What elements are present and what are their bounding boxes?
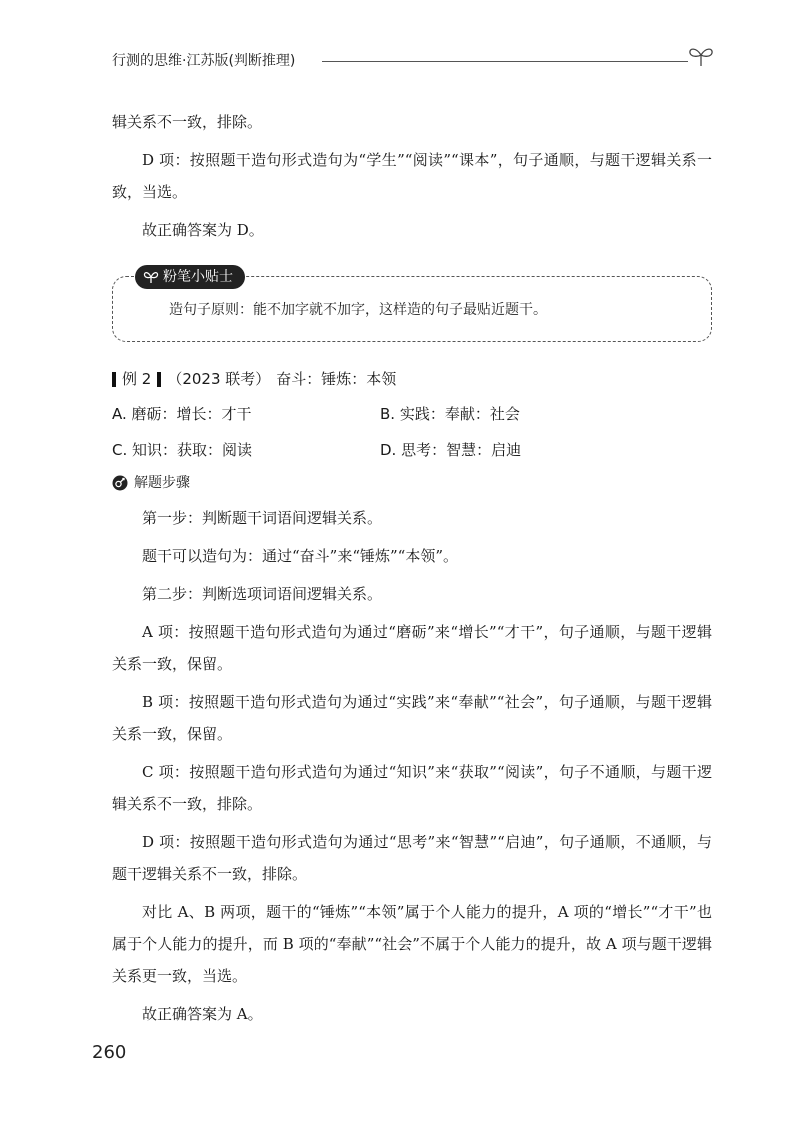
sprout-icon <box>686 44 716 68</box>
page-number: 260 <box>92 1042 127 1063</box>
header-rule <box>322 61 688 62</box>
example-heading <box>112 364 712 394</box>
paragraph: 故正确答案为 D。 <box>142 221 264 239</box>
option-a: A. 磨砺：增长：才干 <box>112 405 252 423</box>
paragraph: 题干可以造句为：通过“奋斗”来“锤炼”“本领”。 <box>142 547 459 565</box>
option-b: B. 实践：奉献：社会 <box>380 405 520 423</box>
option-c: C. 知识：获取：阅读 <box>112 441 253 459</box>
paragraph: D 项：按照题干造句形式造句为通过“思考”来“智慧”“启迪”，句子通顺，不通顺，与题干逻辑关系不一致，排除。 <box>112 833 712 883</box>
example-label: 例 2 <box>122 370 152 388</box>
paragraph: 故正确答案为 A。 <box>142 1005 263 1023</box>
paragraph: 第二步：判断选项词语间逻辑关系。 <box>142 585 383 603</box>
page-content <box>112 106 712 1036</box>
option-d: D. 思考：智慧：启迪 <box>380 441 522 459</box>
paragraph: 第一步：判断题干词语间逻辑关系。 <box>142 509 383 527</box>
paragraph: D 项：按照题干造句形式造句为“学生”“阅读”“课本”，句子通顺，与题干逻辑关系一致，当选。 <box>112 151 712 201</box>
example-stem: 奋斗：锤炼：本领 <box>276 370 397 388</box>
steps-icon <box>112 475 128 491</box>
paragraph: B 项：按照题干造句形式造句为通过“实践”来“奉献”“社会”，句子通顺，与题干逻辑关系一致，保留。 <box>112 693 712 743</box>
bracket-bar-icon <box>112 372 116 387</box>
paragraph: C 项：按照题干造句形式造句为通过“知识”来“获取”“阅读”，句子不通顺，与题干逻辑关系不一致，排除。 <box>112 763 712 813</box>
paragraph: A 项：按照题干造句形式造句为通过“磨砺”来“增长”“才干”，句子通顺，与题干逻辑关系一致，保留。 <box>112 623 712 673</box>
solution-heading-label: 解题步骤 <box>134 475 190 491</box>
option-list <box>112 398 712 466</box>
paragraph: 对比 A、B 两项，题干的“锤炼”“本领”属于个人能力的提升，A 项的“增长”“才干”也属于个人能力的提升，而 B 项的“奉献”“社会”不属于个人能力的提升，故 A 项与题干逻辑关系更一致，当选。 <box>112 903 712 985</box>
sprout-icon <box>143 270 159 284</box>
tip-badge-label: 粉笔小贴士 <box>163 269 233 285</box>
solution-heading <box>112 468 712 498</box>
running-header <box>112 46 712 76</box>
paragraph: 辑关系不一致，排除。 <box>112 113 263 131</box>
header-title: 行测的思维·江苏版(判断推理) <box>112 53 296 69</box>
bracket-bar-icon <box>157 372 161 387</box>
tip-text: 造句子原则：能不加字就不加字，这样造的句子最贴近题干。 <box>169 302 547 318</box>
example-source: （2023 联考） <box>167 370 271 388</box>
tip-box <box>112 269 712 342</box>
tip-badge <box>135 265 245 289</box>
